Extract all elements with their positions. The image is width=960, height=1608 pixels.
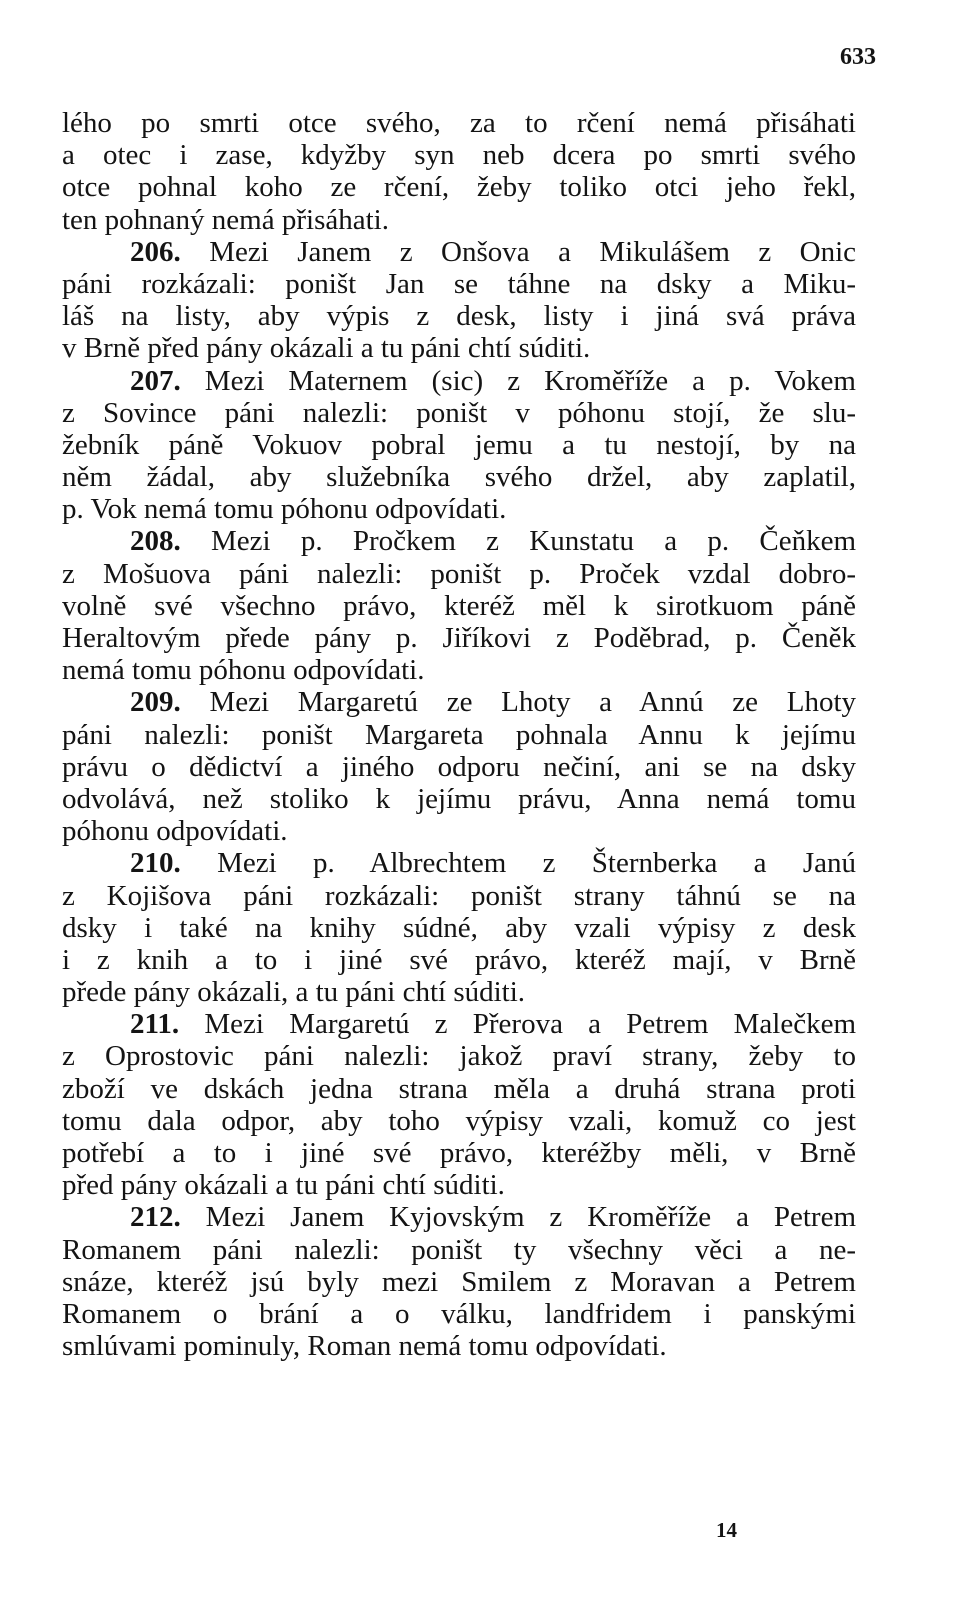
line-text: volně své všechno právo, kteréž měl k sirotkuom páně <box>62 589 856 622</box>
line-text: před pány okázali a tu páni chtí súditi. <box>62 1169 505 1202</box>
text-line <box>62 590 856 622</box>
paragraph-number: 211. <box>130 1008 180 1041</box>
paragraph-start-line <box>62 847 856 879</box>
line-text: z Oprostovic páni nalezli: jakož praví strany, žeby to <box>62 1040 856 1073</box>
paragraph-number: 208. <box>130 525 181 558</box>
text-line <box>62 1330 856 1362</box>
text-line <box>62 976 856 1008</box>
line-text: smlúvami pominuly, Roman nemá tomu odpovídati. <box>62 1330 667 1363</box>
line-text: právu o dědictví a jiného odporu nečiní, ani se na dsky <box>62 750 856 783</box>
text-line <box>62 1234 856 1266</box>
paragraph-number: 206. <box>130 235 181 268</box>
line-text: p. Vok nemá tomu póhonu odpovídati. <box>62 493 507 526</box>
text-line <box>62 622 856 654</box>
line-text: Romanem o brání a o válku, landfridem i panskými <box>62 1297 856 1330</box>
text-line <box>62 1169 856 1201</box>
text-line <box>62 429 856 461</box>
paragraph-number: 207. <box>130 364 181 397</box>
line-text: dsky i také na knihy súdné, aby vzali výpisy z desk <box>62 911 856 944</box>
text-line <box>62 558 856 590</box>
line-text: zboží ve dskách jedna strana měla a druhá strana proti <box>62 1072 856 1105</box>
line-text: Mezi p. Pročkem z Kunstatu a p. Čeňkem <box>211 525 856 558</box>
paragraph-start-line <box>62 525 856 557</box>
text-line <box>62 332 856 364</box>
text-line <box>62 1073 856 1105</box>
line-text: lého po smrti otce svého, za to rčení nemá přisáhati <box>62 107 856 139</box>
line-text: něm žádal, aby služebníka svého držel, aby zaplatil, <box>62 461 856 494</box>
text-line <box>62 139 856 171</box>
text-body <box>62 107 856 1362</box>
text-line <box>62 912 856 944</box>
text-line <box>62 815 856 847</box>
line-text: z Mošuova páni nalezli: poništ p. Proček vzdal dobro- <box>62 557 856 590</box>
line-text: póhonu odpovídati. <box>62 815 288 848</box>
line-text: otce pohnal koho ze rčení, žeby toliko otci jeho řekl, <box>62 171 856 204</box>
line-text: přede pány okázali, a tu páni chtí súditi. <box>62 976 526 1009</box>
text-line <box>62 751 856 783</box>
line-text: Mezi Janem z Onšova a Mikulášem z Onic <box>209 235 856 268</box>
paragraph-start-line <box>62 1008 856 1040</box>
text-line <box>62 719 856 751</box>
line-text: ten pohnaný nemá přisáhati. <box>62 203 389 236</box>
text-line <box>62 171 856 203</box>
line-text: potřebí a to i jiné své právo, kteréžby měli, v Brně <box>62 1137 856 1169</box>
line-text: Mezi Janem Kyjovským z Kroměříže a Petrem <box>205 1201 857 1234</box>
line-text: i z knih a to i jiné své právo, kteréž mají, v Brně <box>62 943 856 976</box>
text-line <box>62 493 856 525</box>
text-line <box>62 204 856 236</box>
text-line <box>62 268 856 300</box>
paragraph-number: 210. <box>130 847 181 880</box>
text-line <box>62 654 856 686</box>
text-line <box>62 1105 856 1137</box>
line-text: v Brně před pány okázali a tu páni chtí súditi. <box>62 332 591 365</box>
paragraph-number: 212. <box>130 1201 181 1234</box>
paragraph-start-line <box>62 365 856 397</box>
line-text: Mezi p. Albrechtem z Šternberka a Janú <box>217 847 857 880</box>
line-text: z Sovince páni nalezli: poništ v póhonu stojí, že slu- <box>62 396 856 429</box>
text-line <box>62 783 856 815</box>
page-number: 633 <box>840 44 876 70</box>
paragraph-start-line <box>62 1201 856 1233</box>
line-text: z Kojišova páni rozkázali: poništ strany táhnú se na <box>62 879 856 912</box>
text-line <box>62 1137 856 1169</box>
paragraph-start-line <box>62 236 856 268</box>
line-text: páni rozkázali: poništ Jan se táhne na dsky a Miku- <box>62 267 856 300</box>
line-text: odvolává, než stoliko k jejímu právu, Anna nemá tomu <box>62 782 856 815</box>
line-text: nemá tomu póhonu odpovídati. <box>62 654 425 687</box>
line-text: a otec i zase, kdyžby syn neb dcera po smrti svého <box>62 139 856 172</box>
text-line <box>62 880 856 912</box>
paragraph-start-line <box>62 686 856 718</box>
line-text: Mezi Maternem (sic) z Kroměříže a p. Vokem <box>204 364 856 397</box>
text-line <box>62 1040 856 1072</box>
line-text: snáze, kteréž jsú byly mezi Smilem z Moravan a Petrem <box>62 1265 856 1298</box>
line-text: láš na listy, aby výpis z desk, listy i jiná svá práva <box>62 300 856 333</box>
text-line <box>62 944 856 976</box>
line-text: páni nalezli: poništ Margareta pohnala Annu k jejímu <box>62 718 856 751</box>
line-text: Mezi Margaretú z Přerova a Petrem Malečkem <box>204 1008 857 1041</box>
text-line <box>62 107 856 139</box>
line-text: žebník páně Vokuov pobral jemu a tu nestojí, by na <box>62 428 856 461</box>
line-text: tomu dala odpor, aby toho výpisy vzali, komuž co jest <box>62 1104 856 1137</box>
line-text: Heraltovým přede pány p. Jiříkovi z Poděbrad, p. Čeněk <box>62 622 856 654</box>
text-line <box>62 397 856 429</box>
text-line <box>62 1298 856 1330</box>
paragraph-number: 209. <box>130 686 181 719</box>
text-line <box>62 300 856 332</box>
text-line <box>62 1266 856 1298</box>
signature-mark: 14 <box>716 1518 737 1542</box>
line-text: Mezi Margaretú ze Lhoty a Annú ze Lhoty <box>209 686 857 719</box>
line-text: Romanem páni nalezli: poništ ty všechny věci a ne- <box>62 1233 856 1266</box>
text-line <box>62 461 856 493</box>
